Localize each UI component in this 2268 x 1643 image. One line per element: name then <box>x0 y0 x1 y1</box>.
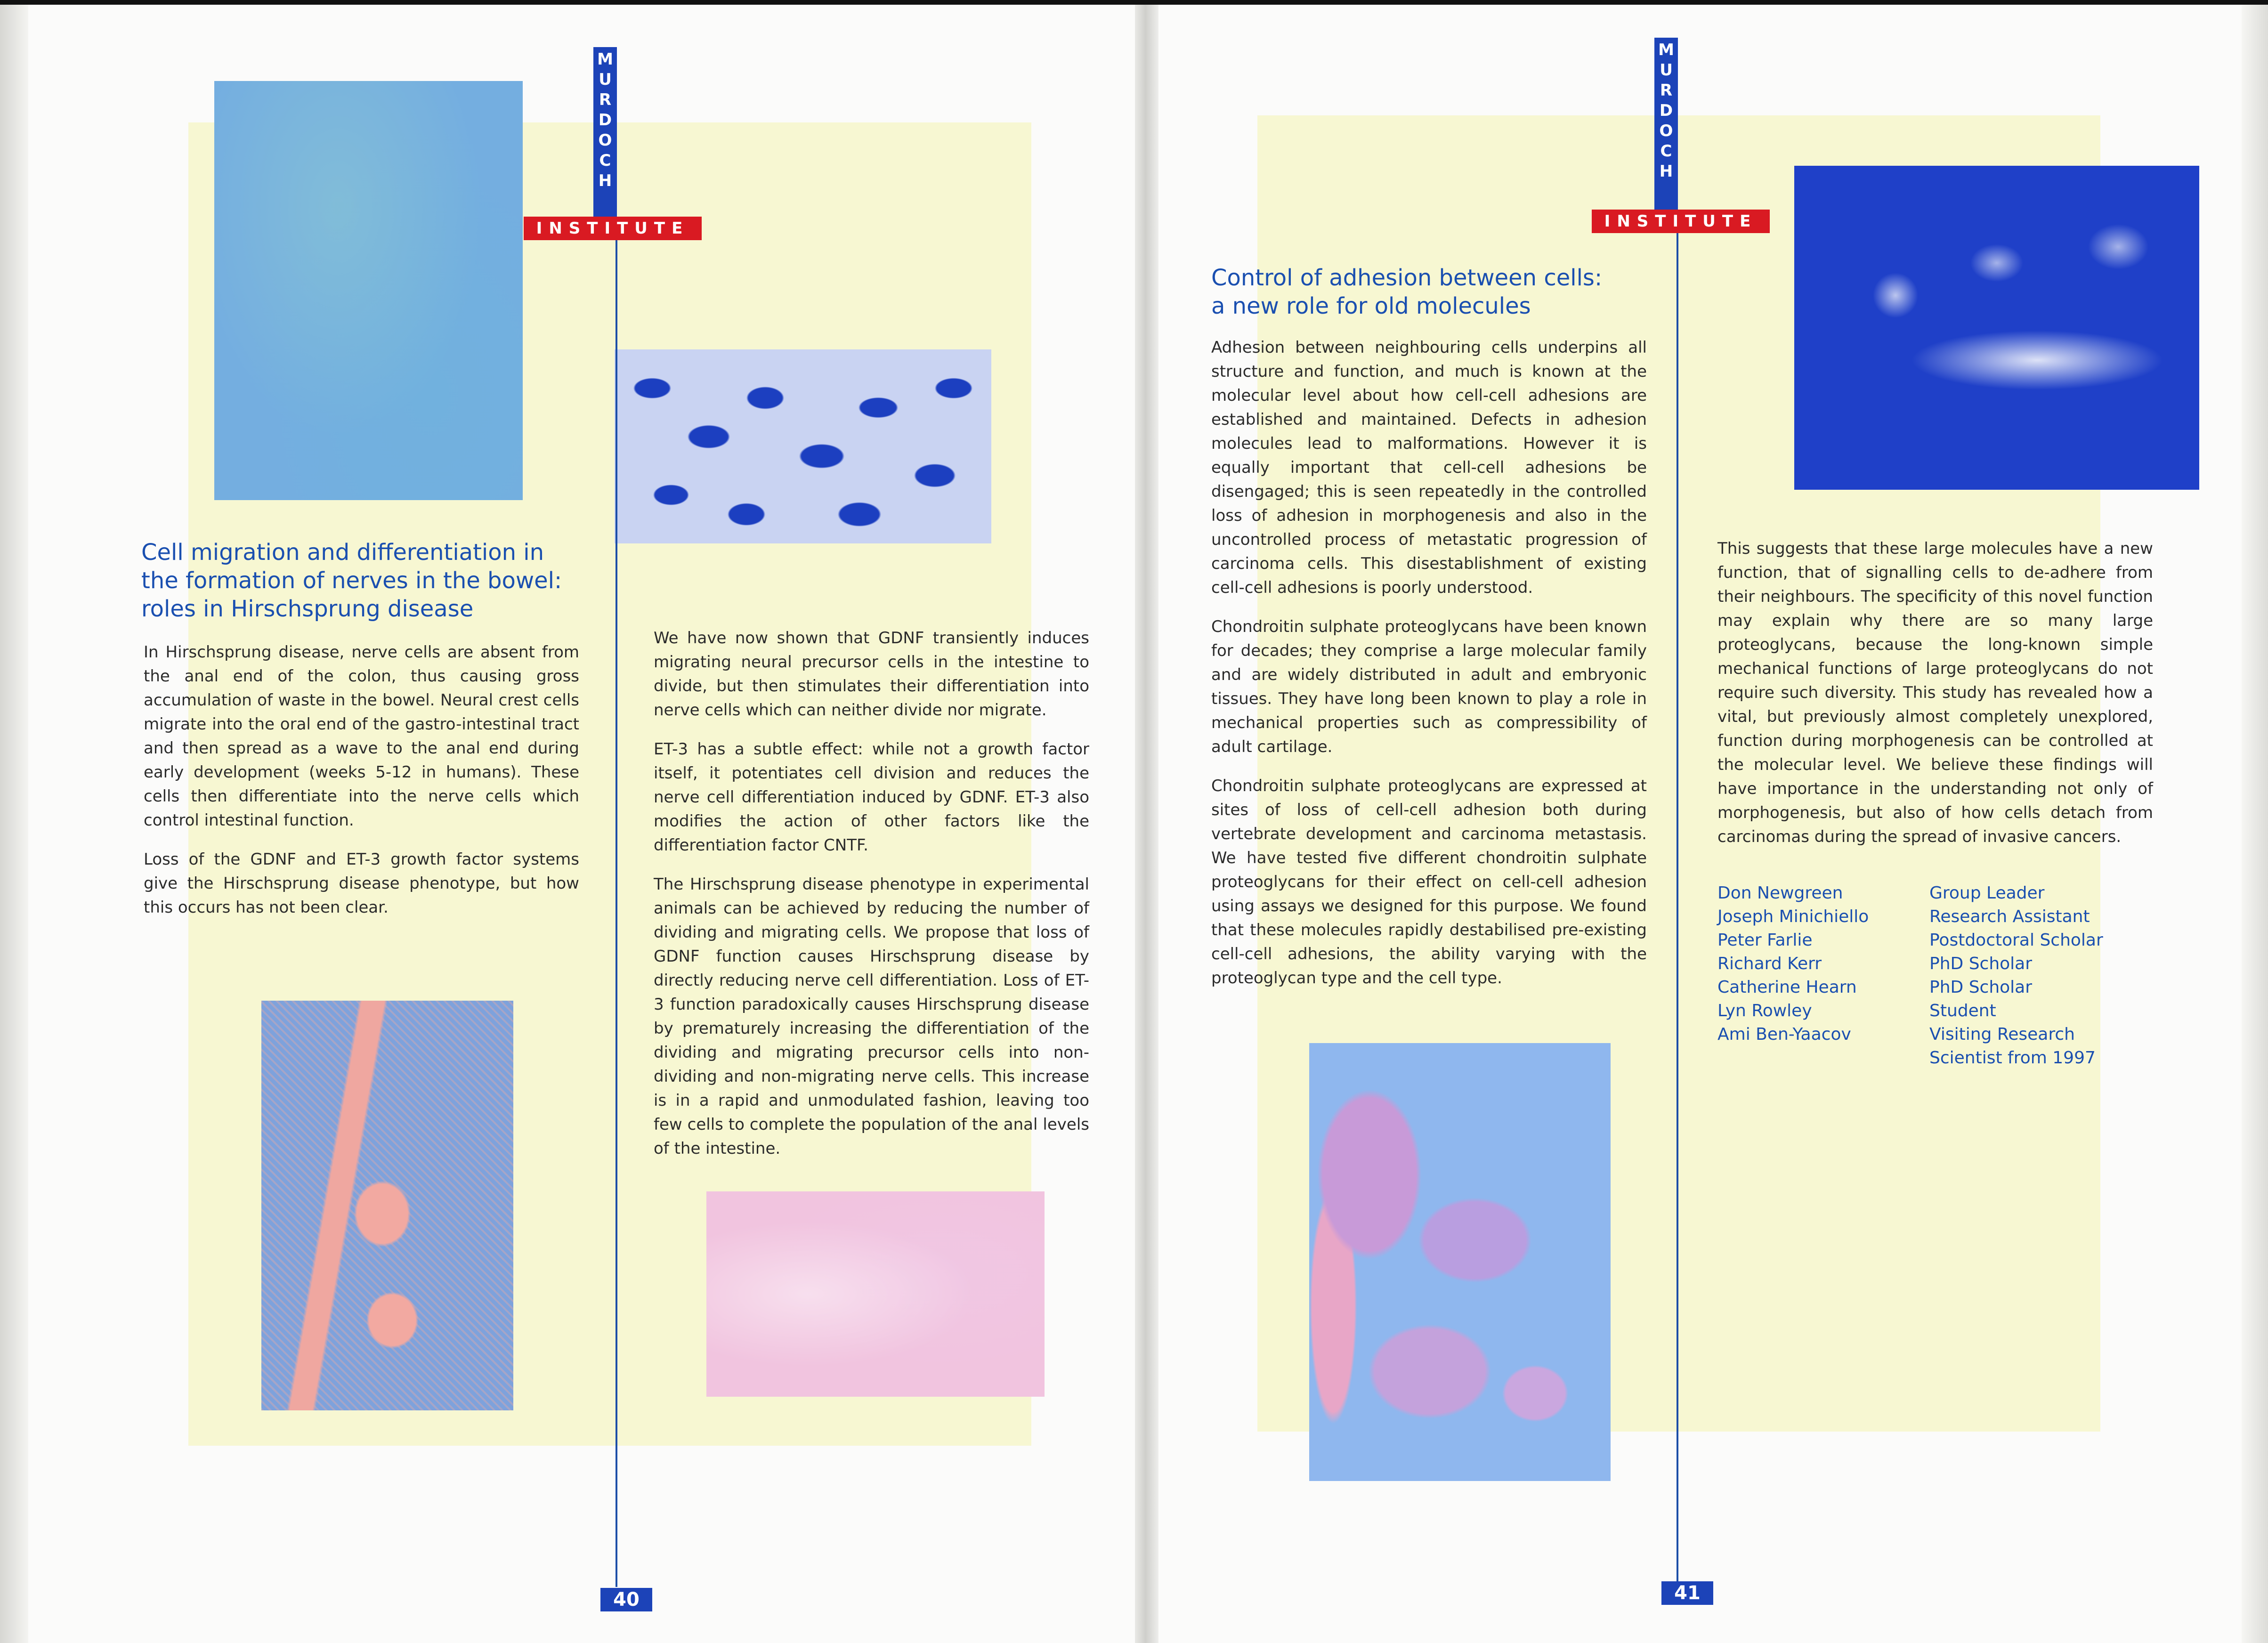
paragraph: Chondroitin sulphate proteoglycans have been known for decades; they comprise a large molecular family and are widely distributed in adult and embryonic tissues. They have long been known to play a role in mechanical properties such as compressibility of adult cartilage. <box>1211 617 1647 756</box>
staff-row <box>1717 929 2165 952</box>
title-line: the formation of nerves in the bowel: <box>141 567 562 594</box>
staff-row <box>1717 952 2165 976</box>
title-line: Control of adhesion between cells: <box>1211 265 1603 291</box>
book-spine <box>1135 0 1158 1643</box>
staff-name: Peter Farlie <box>1717 931 1813 950</box>
left-column-1 <box>144 640 579 935</box>
left-page-edge <box>0 0 28 1643</box>
logo-letter: M <box>1658 40 1674 59</box>
title-line: roles in Hirschsprung disease <box>141 596 474 622</box>
staff-role: Student <box>1929 1001 1996 1020</box>
logo-letter: H <box>1659 162 1673 181</box>
staff-row <box>1717 976 2165 999</box>
staff-row <box>1717 882 2165 905</box>
staff-row <box>1717 1023 2165 1070</box>
photo-pink-tissue <box>706 1191 1045 1397</box>
staff-name: Don Newgreen <box>1717 883 1843 903</box>
staff-name: Richard Kerr <box>1717 954 1822 973</box>
logo-letter: R <box>1660 81 1673 100</box>
right-institute-banner: INSTITUTE <box>1592 210 1770 233</box>
right-page-edge <box>2242 0 2268 1643</box>
logo-letter: O <box>1659 121 1673 140</box>
logo-letter: D <box>1659 101 1673 120</box>
staff-role: Postdoctoral Scholar <box>1929 931 2103 950</box>
staff-role: Research Assistant <box>1929 907 2090 926</box>
staff-role: PhD Scholar <box>1929 978 2033 997</box>
right-article-title <box>1211 264 1682 320</box>
photo-cell-nuclei <box>615 349 991 543</box>
scan-top-edge <box>0 0 2268 5</box>
paragraph: ET-3 has a subtle effect: while not a growth factor itself, it potentiates cell division and reduces the nerve cell differentiation induced by GDNF. ET-3 also modifies the action of other factors like the differentiation factor CNTF. <box>654 740 1089 855</box>
staff-name: Joseph Minichiello <box>1717 907 1869 926</box>
right-column-2 <box>1717 537 2153 864</box>
title-line: Cell migration and differentiation in <box>141 539 544 566</box>
staff-name: Lyn Rowley <box>1717 1001 1812 1020</box>
logo-letter: C <box>1660 142 1672 161</box>
logo-letter: C <box>599 151 611 170</box>
paragraph: The Hirschsprung disease phenotype in experimental animals can be achieved by reducing the number of dividing and migrating cells. We propose that loss of GDNF function causes Hirschsprung disease by directly reducing nerve cell differentiation. Loss of ET-3 function paradoxically causes Hirschsprung disease by prematurely increasing the differentiation of the dividing and migrating precursor cells into non-dividing and non-migrating nerve cells. This increase is in a rapid and unmodulated fashion, leaving too few cells to complete the population of the anal levels of the intestine. <box>654 875 1089 1158</box>
logo-letter: H <box>598 171 612 190</box>
staff-row <box>1717 905 2165 929</box>
right-column-1 <box>1211 336 1647 1005</box>
paragraph: We have now shown that GDNF transiently induces migrating neural precursor cells in the intestine to divide, but then stimulates their differentiation into nerve cells which can neither divide nor migrate. <box>654 629 1089 720</box>
logo-letter: R <box>599 90 612 109</box>
right-murdoch-vertical-logo <box>1654 38 1678 214</box>
left-column-2 <box>654 626 1089 1176</box>
paragraph: In Hirschsprung disease, nerve cells are absent from the anal end of the colon, thus causing gross accumulation of waste in the bowel. Neural crest cells migrate into the oral end of the gastro-intestinal tract and then spread as a wave to the anal end during early development (weeks 5-12 in humans). These cells then differentiate into the nerve cells which control intestinal function. <box>144 643 579 830</box>
paragraph: Chondroitin sulphate proteoglycans are expressed at sites of loss of cell-cell adhesion both during vertebrate development and carcinoma metastasis. We have tested five different chondroitin sulphate proteoglycans for their effect on cell-cell adhesion using assays we designed for this purpose. We found that these molecules rapidly destabilised pre-existing cell-cell adhesions, the ability varying with the proteoglycan type and the cell type. <box>1211 777 1647 987</box>
staff-list <box>1717 882 2165 1070</box>
staff-row <box>1717 999 2165 1023</box>
left-vertical-rule <box>616 226 617 1587</box>
logo-letter: M <box>597 50 613 69</box>
paragraph: This suggests that these large molecules have a new function, that of signalling cells to de-adhere from their neighbours. The specificity of this novel function may explain why there are so many large proteoglycans, because the long-known simple mechanical functions of large proteoglycans do not require such diversity. This study has revealed how a vital, but previously almost completely unexplored, function during morphogenesis can be controlled at the molecular level. We believe these findings will have importance in the understanding not only of morphogenesis, but also of how cells detach from carcinomas during the spread of invasive cancers. <box>1717 539 2153 846</box>
photo-fluorescent-cells <box>1794 166 2199 490</box>
photo-blue-tissue <box>214 81 523 500</box>
photo-neural-crest-cells <box>261 1001 513 1410</box>
staff-name: Catherine Hearn <box>1717 978 1857 997</box>
title-line: a new role for old molecules <box>1211 293 1531 319</box>
paragraph: Loss of the GDNF and ET-3 growth factor systems give the Hirschsprung disease phenotype, but how this occurs has not been clear. <box>144 850 579 917</box>
paragraph: Adhesion between neighbouring cells underpins all structure and function, and much is known at the molecular level about how cell-cell adhesions are established and maintained. Defects in adhesion molecules lead to malformations. However it is equally important that cell-cell adhesions be disengaged; this is seen repeatedly in the controlled loss of adhesion in morphogenesis and also in the uncontrolled process of metastatic progression of carcinoma cells. This disestablishment of existing cell-cell adhesions is poorly understood. <box>1211 338 1647 597</box>
staff-role: Visiting Research Scientist from 1997 <box>1929 1025 2096 1068</box>
staff-role: PhD Scholar <box>1929 954 2033 973</box>
logo-letter: U <box>1660 61 1673 80</box>
staff-name: Ami Ben-Yaacov <box>1717 1025 1851 1044</box>
left-institute-banner: INSTITUTE <box>524 217 702 240</box>
right-vertical-rule <box>1677 221 1678 1582</box>
photo-embryo-section <box>1309 1043 1611 1481</box>
logo-letter: U <box>599 70 612 89</box>
right-page-number: 41 <box>1661 1581 1713 1605</box>
left-page-number: 40 <box>600 1588 652 1611</box>
logo-letter: O <box>598 131 612 150</box>
left-article-title <box>141 538 593 623</box>
staff-role: Group Leader <box>1929 883 2045 903</box>
logo-letter: D <box>598 111 612 129</box>
left-murdoch-vertical-logo <box>593 47 617 224</box>
